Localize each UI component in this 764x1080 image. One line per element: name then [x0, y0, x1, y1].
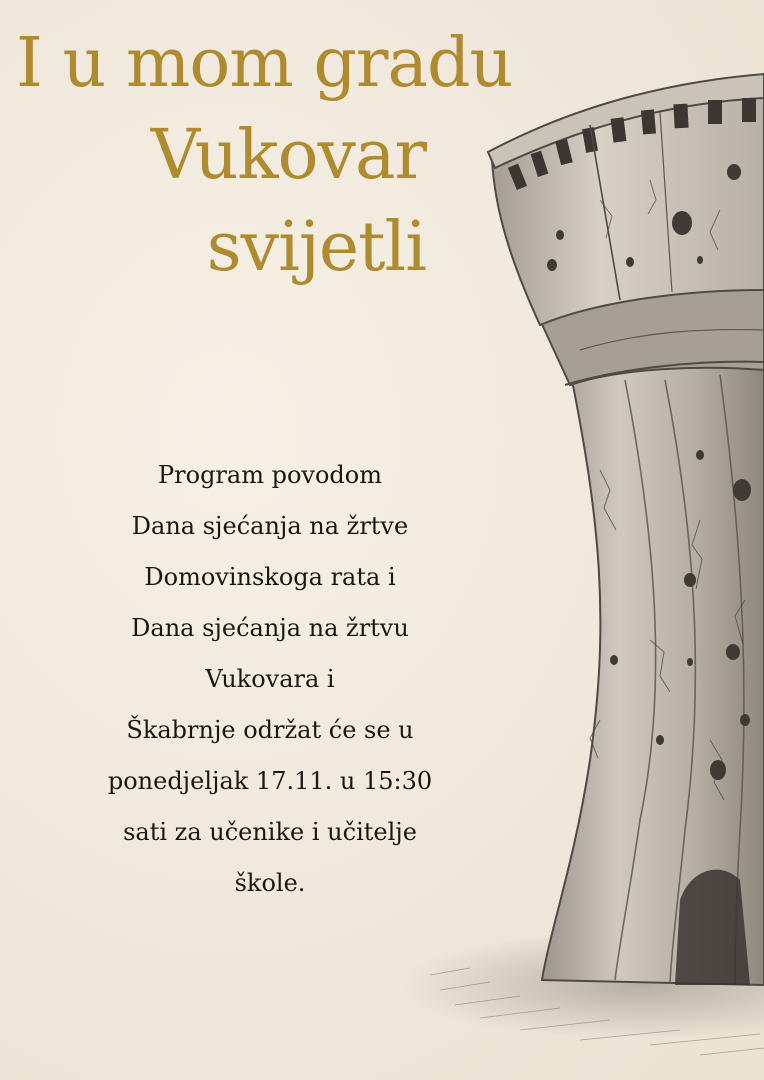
announcement-text [70, 450, 470, 909]
poster-title [10, 18, 570, 294]
announcement-line: sati za učenike i učitelje [123, 818, 417, 846]
announcement-line: škole. [234, 869, 306, 897]
title-line: Vukovar [150, 116, 426, 195]
announcement-line: Vukovara i [205, 665, 335, 693]
announcement-line: ponedjeljak 17.11. u 15:30 [107, 767, 433, 795]
announcement-line: Škabrnje održat će se u [126, 716, 414, 744]
announcement-line: Domovinskoga rata i [144, 563, 396, 591]
announcement-line: Program povodom [158, 461, 382, 489]
title-line: I u mom gradu [16, 24, 513, 103]
announcement-line: Dana sjećanja na žrtvu [131, 614, 409, 642]
title-line: svijetli [206, 208, 426, 287]
announcement-line: Dana sjećanja na žrtve [131, 512, 409, 540]
